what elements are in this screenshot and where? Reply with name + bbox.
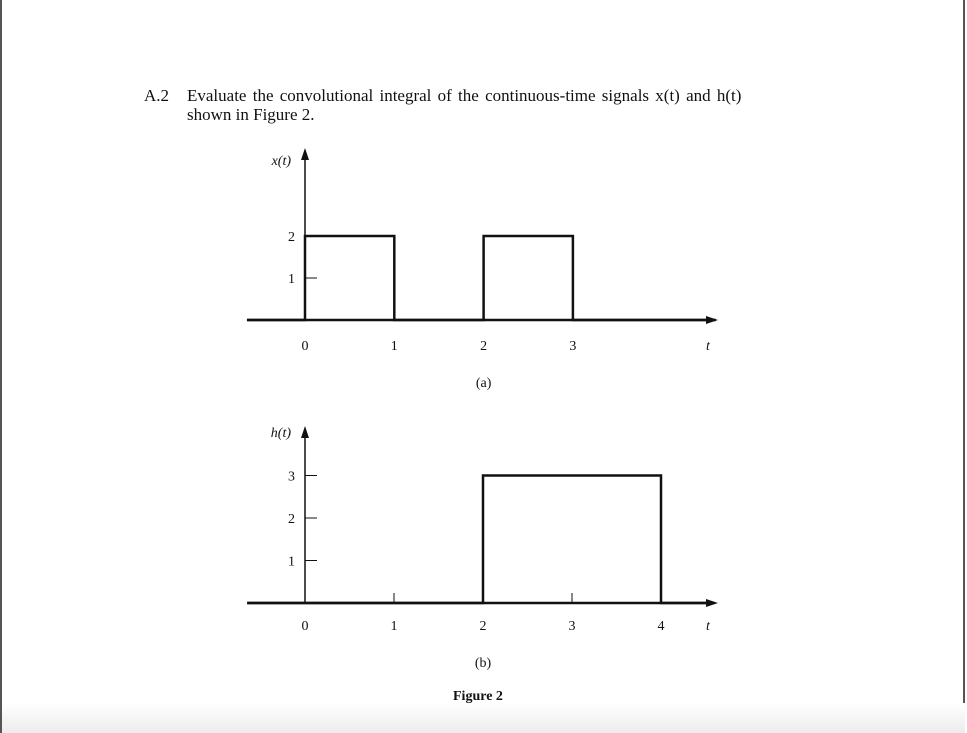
x-tick-label: 1 bbox=[390, 619, 398, 634]
problem-number: A.2 bbox=[144, 86, 170, 105]
subfigure-label: (a) bbox=[475, 376, 492, 391]
x-tick-label: 3 bbox=[568, 619, 576, 634]
y-axis-arrow bbox=[301, 148, 309, 160]
y-tick-label: 3 bbox=[288, 469, 295, 485]
plot-b bbox=[247, 426, 718, 671]
y-tick-label: 2 bbox=[288, 512, 295, 527]
x-tick-label: 1 bbox=[390, 339, 398, 354]
x-tick-label: 4 bbox=[657, 619, 665, 634]
y-tick-label: 2 bbox=[288, 230, 295, 245]
x-tick-label: 0 bbox=[301, 619, 309, 634]
x-tick-label: 3 bbox=[569, 339, 577, 354]
y-axis-label: h(t) bbox=[270, 426, 291, 441]
problem-text-line2: shown in Figure 2. bbox=[187, 105, 315, 124]
y-tick-label: 1 bbox=[288, 554, 295, 570]
x-axis-label: t bbox=[706, 619, 710, 634]
y-axis-arrow bbox=[301, 426, 309, 438]
signal-line bbox=[247, 476, 714, 604]
signal-line bbox=[247, 236, 716, 320]
x-axis-label: t bbox=[706, 339, 710, 354]
y-axis-label: x(t) bbox=[271, 154, 291, 169]
x-tick-label: 0 bbox=[301, 339, 309, 354]
figure-caption: Figure 2 bbox=[453, 689, 503, 704]
plot-a bbox=[247, 148, 718, 391]
x-tick-label: 2 bbox=[480, 339, 488, 354]
subfigure-label: (b) bbox=[474, 656, 492, 671]
y-tick-label: 1 bbox=[288, 272, 295, 287]
problem-text-line1: Evaluate the convolutional integral of the continuous-time signals x(t) and h(t) bbox=[187, 86, 742, 105]
x-tick-label: 2 bbox=[479, 619, 487, 634]
